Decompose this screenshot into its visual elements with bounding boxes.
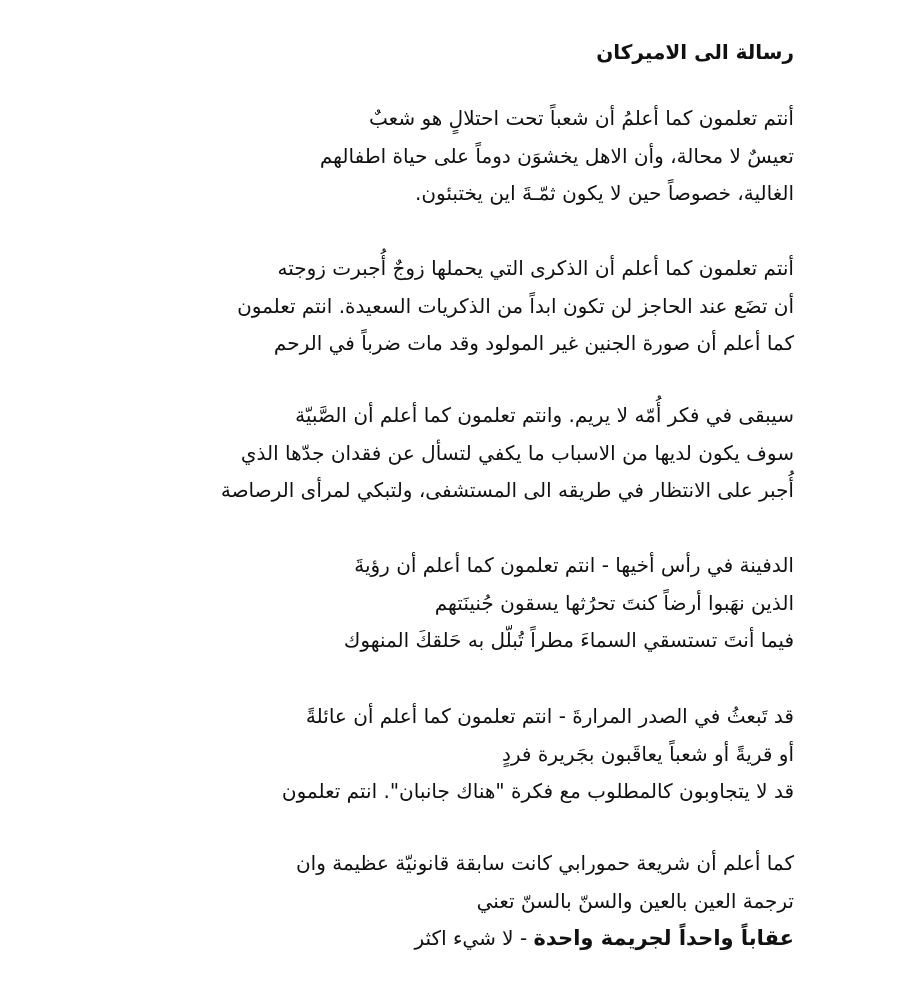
poem-line: الذين نهَبوا أرضاً كنتَ تحرُثها يسقون جُنينَتهم <box>434 590 794 615</box>
poem-line: سيبقى في فكر أُمّه لا يريم. وانتم تعلمون كما أعلم أن الصَّبيّة <box>295 403 794 427</box>
stanza-2 <box>154 250 794 363</box>
poem-title: رسالة الى الاميركان <box>596 40 794 64</box>
poem-line: ترجمة العين بالعين والسنّ بالسنّ تعني <box>476 888 794 913</box>
poem-line: الغالية، خصوصاً حين لا يكون ثمّـةَ اين يختبئون. <box>415 181 794 205</box>
poem-line: أن تضَع عند الحاجز لن تكون ابداً من الذكريات السعيدة. انتم تعلمون <box>237 293 794 318</box>
stanza-4 <box>154 547 794 660</box>
poem-line: سوف يكون لديها من الاسباب ما يكفي لتسأل عن فقدان جدّها الذي <box>240 440 794 465</box>
poem-closing-bold: عقاباً واحداً لجريمة واحدة <box>533 926 794 950</box>
poem-line: أُجبر على الانتظار في طريقه الى المستشفى، ولتبكي لمرأى الرصاصة <box>220 478 794 502</box>
poem-line: قد تَبعثُ في الصدر المرارةَ - انتم تعلمون كما أعلم أن عائلةً <box>305 704 794 728</box>
stanza-6 <box>154 845 794 958</box>
poem-line: أنتم تعلمون كما أعلم أن الذكرى التي يحملها زوجٌ أُجبرت زوجته <box>277 256 794 280</box>
stanza-5 <box>154 698 794 811</box>
stanza-1 <box>154 100 794 213</box>
poem-line: الدفينة في رأس أخيها - انتم تعلمون كما أعلم أن رؤيةَ <box>354 553 794 577</box>
poem-line: كما أعلم أن شريعة حمورابي كانت سابقة قانونيّة عظيمة وان <box>295 851 794 875</box>
stanza-3 <box>154 397 794 510</box>
poem-line: كما أعلم أن صورة الجنين غير المولود وقد مات ضرباً في الرحم <box>273 331 794 355</box>
poem-line: أو قريةً أو شعباً يعاقَبون بجَريرة فردٍ <box>501 741 794 766</box>
poem-line: قد لا يتجاوبون كالمطلوب مع فكرة "هناك جانبان". انتم تعلمون <box>281 779 794 803</box>
poem-closing-rest: - لا شيء اكثر <box>414 926 534 950</box>
poem-line: أنتم تعلمون كما أعلمُ أن شعباً تحت احتلالٍ هو شعبٌ <box>369 106 794 130</box>
poem-closing-line <box>154 920 794 958</box>
poem-line: تعيسٌ لا محالة، وأن الاهل يخشوَن دوماً على حياة اطفالهم <box>319 143 794 168</box>
poem-line: فيما أنتَ تستسقي السماءَ مطراً تُبلّل به حَلقكَ المنهوك <box>343 628 794 652</box>
